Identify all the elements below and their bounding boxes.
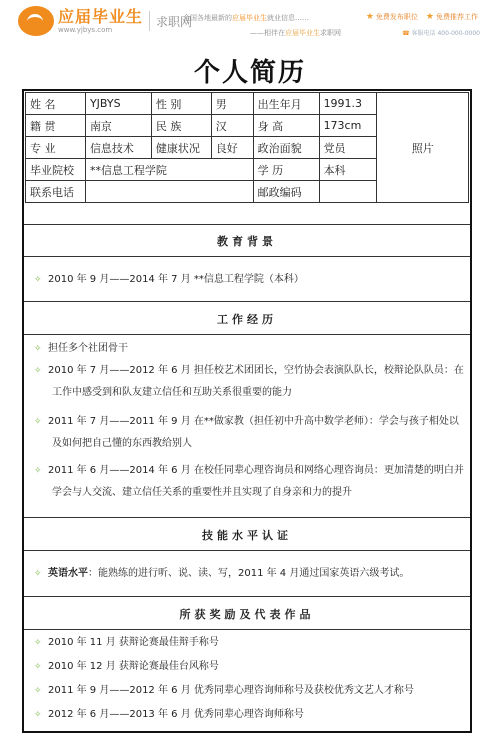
zip-value xyxy=(319,181,377,203)
section-divider xyxy=(24,517,470,518)
section-divider xyxy=(24,550,470,551)
section-divider xyxy=(24,629,470,630)
section-divider xyxy=(24,224,470,225)
zip-label: 邮政编码 xyxy=(253,181,319,203)
section-divider xyxy=(24,334,470,335)
diamond-bullet-icon: ✧ xyxy=(34,344,42,354)
list-item xyxy=(34,656,464,678)
diamond-bullet-icon: ✧ xyxy=(34,366,42,376)
site-logo[interactable] xyxy=(18,6,192,36)
slogan2-highlight: 应届毕业生 xyxy=(285,29,320,37)
award-item-text: 2012 年 6 月——2013 年 6 月 优秀同辈心理咨询师称号 xyxy=(48,709,304,720)
phone-value xyxy=(85,181,253,203)
ethnic-value: 汉 xyxy=(211,115,253,137)
school-value: **信息工程学院 xyxy=(85,159,253,181)
birth-label: 出生年月 xyxy=(253,93,319,115)
name-value: YJBYS xyxy=(85,93,151,115)
table-row xyxy=(26,93,469,115)
list-item xyxy=(34,360,464,403)
personal-info-table xyxy=(25,92,469,203)
star-icon: ★ xyxy=(425,12,434,22)
height-label: 身 高 xyxy=(253,115,319,137)
award-item-text: 2010 年 11 月 获辩论赛最佳辩手称号 xyxy=(48,637,219,648)
skills-title: 技能水平认证 xyxy=(202,529,292,542)
phone-icon: ☎ xyxy=(402,30,410,37)
slogan1-highlight: 应届毕业生 xyxy=(232,14,267,22)
major-value: 信息技术 xyxy=(85,137,151,159)
slogan-line-1 xyxy=(183,13,309,23)
list-item xyxy=(34,563,464,585)
logo-divider xyxy=(149,11,150,31)
gender-label: 性 别 xyxy=(151,93,211,115)
height-value: 173cm xyxy=(319,115,377,137)
award-item-text: 2010 年 12 月 获辩论赛最佳台风称号 xyxy=(48,661,219,672)
list-item xyxy=(34,411,464,454)
work-item-text: 2011 年 6 月——2014 年 6 月 在校任同辈心理咨询员和网络心理咨询员：更加清楚的明白并学会与人交流、建立信任关系的重要性并且实现了自身亲和力的提升 xyxy=(48,465,464,498)
diamond-bullet-icon: ✧ xyxy=(34,417,42,427)
slogan2-prefix: ——相伴在 xyxy=(250,29,285,37)
section-divider xyxy=(24,301,470,302)
slogan2-suffix: 求职网 xyxy=(320,29,341,37)
diamond-bullet-icon: ✧ xyxy=(34,569,42,579)
photo-placeholder: 照片 xyxy=(377,93,469,203)
major-label: 专 业 xyxy=(26,137,86,159)
work-item-text: 2011 年 7 月——2011 年 9 月 在**做家教（担任初中升高中数学老师）：学会与孩子相处以及如何把自己懂的东西教给别人 xyxy=(48,416,459,449)
list-item xyxy=(34,338,464,360)
awards-title: 所获奖励及代表作品 xyxy=(179,608,315,621)
diamond-bullet-icon: ✧ xyxy=(34,662,42,672)
education-item-text: 2010 年 9 月——2014 年 7 月 **信息工程学院（本科） xyxy=(48,274,304,285)
recommend-job-link[interactable] xyxy=(426,12,478,22)
origin-value: 南京 xyxy=(85,115,151,137)
logo-sub-text: 求职网 xyxy=(156,14,193,29)
list-item xyxy=(34,632,464,654)
star-icon: ★ xyxy=(365,12,374,22)
health-label: 健康状况 xyxy=(151,137,211,159)
work-item-text: 2010 年 7 月——2012 年 6 月 担任校艺术团团长，空竹协会表演队队长，校辩论队队员：在工作中感受到和队友建立信任和互助关系很重要的能力 xyxy=(48,365,464,398)
name-label: 姓 名 xyxy=(26,93,86,115)
political-label: 政治面貌 xyxy=(253,137,319,159)
health-value: 良好 xyxy=(211,137,253,159)
diamond-bullet-icon: ✧ xyxy=(34,710,42,720)
slogan-line-2 xyxy=(250,28,341,38)
ethnic-label: 民 族 xyxy=(151,115,211,137)
recommend-job-label: 免费推荐工作 xyxy=(436,13,478,21)
diamond-bullet-icon: ✧ xyxy=(34,275,42,285)
logo-text xyxy=(58,6,144,34)
list-item xyxy=(34,460,464,503)
work-title: 工作经历 xyxy=(217,313,277,326)
gender-value: 男 xyxy=(211,93,253,115)
skills-text: ：能熟练的进行听、说、读、写，2011 年 4 月通过国家英语六级考试。 xyxy=(88,568,410,579)
birth-value: 1991.3 xyxy=(319,93,377,115)
diamond-bullet-icon: ✧ xyxy=(34,638,42,648)
section-divider xyxy=(24,256,470,257)
degree-value: 本科 xyxy=(319,159,377,181)
logo-main-text: 应届毕业生 xyxy=(58,6,144,26)
skills-label: 英语水平 xyxy=(48,568,88,579)
slogan1-suffix: 就业信息…… xyxy=(267,14,309,22)
page-title: 个人简历 xyxy=(193,58,306,88)
header-tabs xyxy=(366,12,478,22)
award-item-text: 2011 年 9 月——2012 年 6 月 优秀同辈心理咨询师称号及获校优秀文艺人才称号 xyxy=(48,685,414,696)
political-value: 党员 xyxy=(319,137,377,159)
diamond-bullet-icon: ✧ xyxy=(34,686,42,696)
site-banner xyxy=(0,0,500,44)
list-item xyxy=(34,680,464,702)
logo-badge-icon xyxy=(18,6,54,36)
service-phone xyxy=(402,28,480,37)
phone-label: 联系电话 xyxy=(26,181,86,203)
education-title: 教育背景 xyxy=(217,235,277,248)
section-divider xyxy=(24,596,470,597)
work-item-text: 担任多个社团骨干 xyxy=(48,343,128,354)
service-phone-text: 客服电话 400-000-0000 xyxy=(411,30,480,37)
list-item xyxy=(34,269,464,291)
list-item xyxy=(34,704,464,726)
origin-label: 籍 贯 xyxy=(26,115,86,137)
post-job-link[interactable] xyxy=(366,12,418,22)
school-label: 毕业院校 xyxy=(26,159,86,181)
diamond-bullet-icon: ✧ xyxy=(34,466,42,476)
degree-label: 学 历 xyxy=(253,159,319,181)
slogan1-prefix: 全国各地最新的 xyxy=(183,14,232,22)
post-job-label: 免费发布职位 xyxy=(375,13,418,21)
logo-url-text: www.yjbys.com xyxy=(58,25,113,34)
